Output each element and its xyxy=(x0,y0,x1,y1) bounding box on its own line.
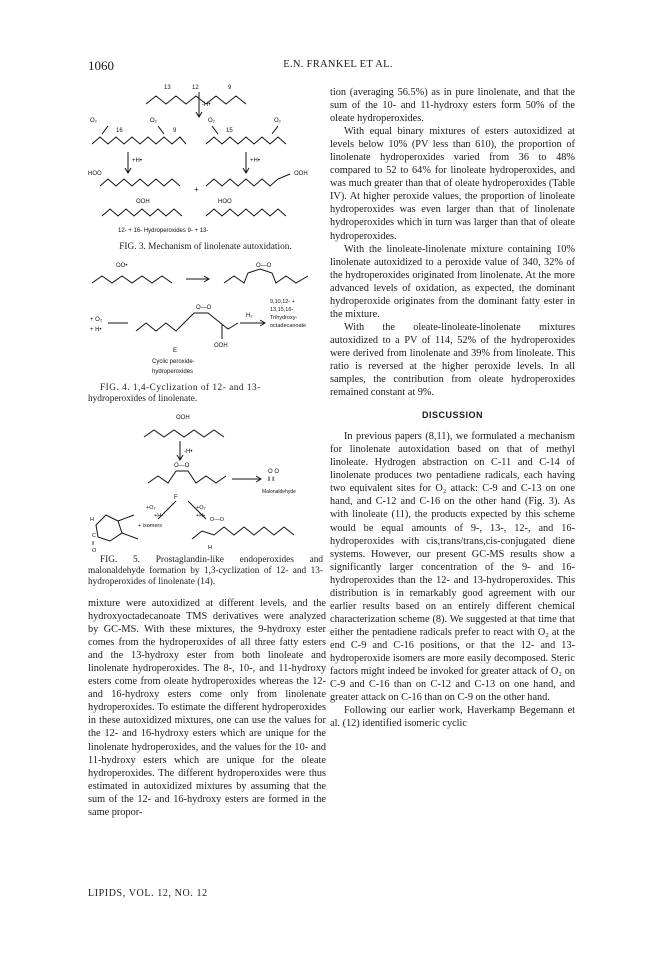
fig3-products-label: 12- + 16- Hydroperoxides 9- + 13- xyxy=(118,228,209,234)
fig5-h-a: +H• xyxy=(154,513,164,519)
left-column-text xyxy=(88,597,326,819)
fig4-caption-label: FIG. 4. 1,4-Cyclization of 12- and 13- xyxy=(100,383,261,393)
fig4-product-1: 9,10,12- + xyxy=(270,299,295,305)
fig3-chain-mid-right xyxy=(206,174,290,186)
right-paragraph-1: tion (averaging 56.5%) as in pure linolenate, and that the sum of the 10- and 11-hydroxy esters form 50% of the oleate hydroperoxides. xyxy=(330,87,575,125)
fig4-ring-1 xyxy=(224,269,308,283)
fig3-label-9: 9 xyxy=(228,85,232,91)
fig4-plus-o2: + O₂ xyxy=(90,317,103,323)
fig3-label-h-right: +H• xyxy=(250,158,260,164)
fig3-o2-c: O₂ xyxy=(208,118,215,124)
fig3-chain-left xyxy=(92,137,186,144)
fig3-chain-top xyxy=(146,96,246,104)
fig3-chain-bottom-right xyxy=(206,209,286,216)
fig5-prostaglandin-ring xyxy=(96,515,138,541)
right-paragraph-6: Following our earlier work, Haverkamp Begemann et al. (12) identified isomeric cyclic xyxy=(330,705,575,730)
fig5-chain-1 xyxy=(144,430,224,437)
fig3-hoo-mid: HOO xyxy=(218,199,232,205)
fig3-chain-mid-left xyxy=(100,179,180,186)
fig4-scheme xyxy=(88,259,323,379)
figures-column xyxy=(88,82,323,588)
fig4-plus-h: + H• xyxy=(90,327,102,333)
fig5-malonaldehyde: Malonaldehyde xyxy=(262,489,296,495)
fig3-label-12: 12 xyxy=(192,85,199,91)
fig5-r3: ‖ xyxy=(92,541,95,547)
fig4-caption-line1 xyxy=(88,383,323,394)
fig5-ooh: OOH xyxy=(176,415,190,421)
fig3-label-15: 15 xyxy=(226,128,233,134)
figure-5 xyxy=(88,411,323,588)
fig5-h-b: +H• xyxy=(196,513,206,519)
right-column xyxy=(330,86,575,730)
discussion-heading: DISCUSSION xyxy=(421,410,483,421)
fig3-ooh-right: OOH xyxy=(294,171,308,177)
fig5-scheme xyxy=(88,411,323,553)
fig4-ooh: OOH xyxy=(214,343,228,349)
fig3-ooh-mid: OOH xyxy=(136,199,150,205)
figure-4 xyxy=(88,259,323,405)
right-paragraph-3: With the linoleate-linolenate mixture containing 10% linolenate autoxidized to a peroxide value of 340, 32% of the hydroperoxides originated from linolenate. At the more advanced levels of oxidation, as expected, the dominant hydroperoxide originates from the dominant fatty ester in the mixture. xyxy=(330,243,575,320)
fig3-o2-arrow-c xyxy=(212,126,218,134)
fig5-o2-b: +O₂ xyxy=(196,505,206,511)
fig3-chain-right xyxy=(206,137,286,144)
fig3-o2-d: O₂ xyxy=(274,118,281,124)
fig5-oo-2: O—O xyxy=(210,517,225,523)
fig3-o2-arrow-b xyxy=(158,126,164,134)
fig3-label-16: 16 xyxy=(116,128,123,134)
fig5-o2-a: +O₂ xyxy=(146,505,156,511)
fig5-r2: C xyxy=(92,533,96,539)
fig5-oo: O—O xyxy=(174,463,190,469)
fig3-label-9b: 9 xyxy=(173,128,177,134)
fig4-h2: H₂ xyxy=(246,313,253,319)
fig5-h: -H• xyxy=(184,449,193,455)
fig3-chain-bottom-left xyxy=(102,209,182,216)
fig5-f: F xyxy=(174,495,178,501)
fig5-aldehyde-1: O O xyxy=(268,469,280,475)
fig4-oo-top: OO• xyxy=(116,263,128,269)
fig4-oo-ring2: O—O xyxy=(196,305,212,311)
page-footer: LIPIDS, VOL. 12, NO. 12 xyxy=(88,888,208,899)
fig5-aldehyde-2: ‖ ‖ xyxy=(268,477,275,483)
fig4-caption-line2: hydroperoxides of linolenate. xyxy=(88,394,198,404)
fig4-cyclic-1: Cyclic peroxide- xyxy=(152,359,195,365)
figure-3 xyxy=(88,82,323,253)
fig4-product-3: Trihydroxy- xyxy=(270,315,298,321)
fig3-label-h-left: +H• xyxy=(132,158,142,164)
fig4-e: E xyxy=(173,348,178,354)
fig3-hoo-left: HOO xyxy=(88,171,102,177)
fig3-plus: + xyxy=(194,185,199,194)
running-head: E.N. FRANKEL ET AL. xyxy=(283,59,393,70)
fig4-product-2: 13,15,16- xyxy=(270,307,294,313)
fig5-caption: FIG. 5. Prostaglandin-like endoperoxides and malonaldehyde formation by 1,3-cyclization of 12- and 13-hydroperoxides of linolenate (14). xyxy=(88,555,323,587)
page-number: 1060 xyxy=(88,58,114,73)
fig4-oo-ring: O—O xyxy=(256,263,272,269)
fig4-chain-1 xyxy=(92,276,172,283)
fig5-chain-2 xyxy=(148,471,226,483)
fig3-label-13: 13 xyxy=(164,85,171,91)
fig4-ring-2 xyxy=(136,313,238,331)
fig5-r4: O xyxy=(92,548,97,553)
fig3-scheme xyxy=(88,82,323,240)
right-paragraph-4: With the oleate-linoleate-linolenate mixtures autoxidized to a PV of 114, 52% of the hydroperoxides were derived from linolenate and 39% from linoleate. This ratio is reversed at the higher peroxide levels. In all samples, the contribution from oleate hydroperoxides remained constant at 9%. xyxy=(330,321,575,399)
fig4-product-4: octadecanoate xyxy=(270,323,307,329)
fig5-r1: H xyxy=(90,517,94,523)
fig4-cyclic-2: hydroperoxides xyxy=(152,369,194,375)
fig3-label-h: -H• xyxy=(202,102,211,108)
fig3-o2-a: O₂ xyxy=(90,118,97,124)
right-paragraph-2: With equal binary mixtures of esters autoxidized at levels below 10% (PV less than 610), the proportion of linolenate hydroperoxides varied from 36 to 48% compared to 52 to 64% for linoleate hydroperoxides, and was much greater than that of oleate hydroperoxides (Table IV). At higher peroxide values, the proportion of linoleate hydroperoxides was even larger than that of linolenate hydroperoxides which in turn was larger than that of oleate hydroperoxides. xyxy=(330,126,575,242)
page-header xyxy=(88,58,578,74)
left-paragraph: mixture were autoxidized at different levels, and the hydroxyoctadecanoate TMS derivatives were analyzed by GC-MS. With these mixtures, the 9-hydroxy ester comes from the hydroperoxides of all three fatty esters and the 13-hydroxy ester from both linoleate and linolenate hydroperoxides. The 8-, 10-, and 11-hydroxy esters come from oleate hydroperoxides whereas the 12- and 16-hydroxy esters come only from linolenate hydroperoxides. To estimate the different hydroperoxides in these autoxidized mixtures, one can use the values for the 12- and 16-hydroxy esters which are unique for the linolenate hydroperoxides, and the values for the 10- and 11-hydroxy esters which are unique for the oleate hydroperoxides. The different hydroperoxides were thus estimated in autoxidized mixtures by assuming that the sum of the 12- and 16-hydroxy esters are formed in the same propor- xyxy=(88,598,326,818)
right-paragraph-5: In previous papers (8,11), we formulated a mechanism for linolenate autoxidation based on that of methyl linoleate. Hydrogen abstraction on C-11 and C-14 of linolenate produces two pentadiene radicals, each having two equivalent sites for O₂ attack: C-9 and C-13 on one hand, and C-12 and C-16 on the other hand (Fig. 3). As with linoleate (11), the products expected by this scheme would be equal amounts of 9-, 13-, 12-, and 16-hydroperoxides with cis,trans/trans,cis-conjugated diene systems. However, our present GC-MS results show a significantly larger concentration of the 9- and 16-hydroperoxides than the 12- and 13-hydroperoxides. This distribution is in remarkably good agreement with our earlier results based on an entirely different chemical characterization scheme (8). We suggested at that time that either the pentadiene radicals prefer to react with O₂ at the end C-9 and C-16 positions, or that the 12- and 13-hydroperoxide isomers are more easily decomposed. Steric factors might indeed be invoked for greater attack of O₂ on C-9 and C-16 than on C-12 and C-13 on one hand, and greater attack on C-16 than on C-9 on the other hand. xyxy=(330,431,575,704)
fig5-isomers: + isomers xyxy=(138,523,162,529)
fig3-o2-arrow-d xyxy=(272,126,278,134)
fig3-o2-b: O₂ xyxy=(150,118,157,124)
fig3-caption: FIG. 3. Mechanism of linolenate autoxidation. xyxy=(119,242,292,252)
fig5-n: H xyxy=(208,545,212,551)
fig3-o2-arrow-a xyxy=(102,126,108,134)
fig5-chain-3 xyxy=(192,527,294,539)
